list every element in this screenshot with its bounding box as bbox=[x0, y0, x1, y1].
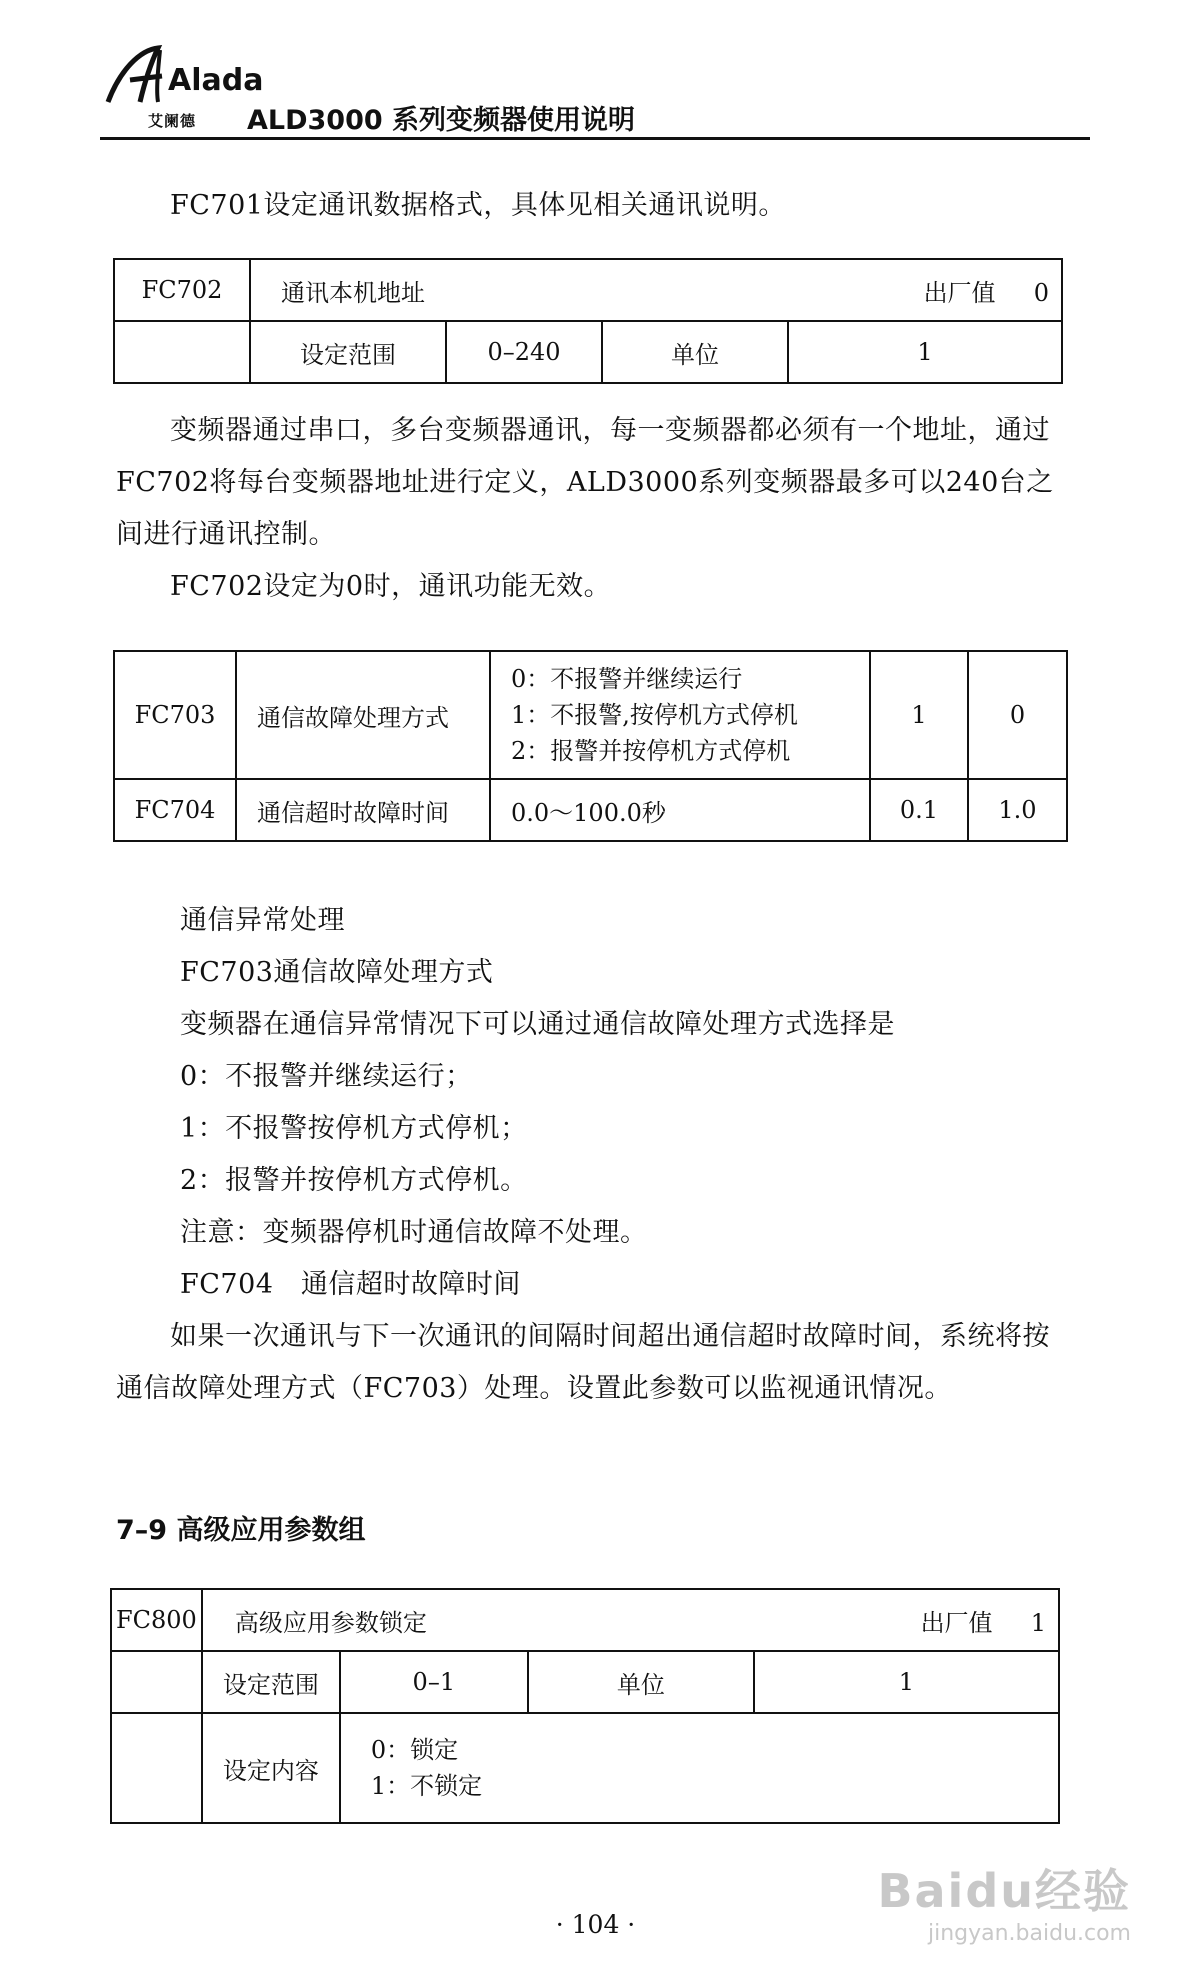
param-options bbox=[490, 651, 870, 779]
param-name: 通信故障处理方式 bbox=[236, 651, 490, 779]
param-name: 通信超时故障时间 bbox=[236, 779, 490, 841]
fc702-table bbox=[113, 258, 1063, 384]
logo-subtitle: 艾阑德 bbox=[148, 112, 197, 130]
content-label: 设定内容 bbox=[202, 1713, 340, 1823]
section-title: 7–9 高级应用参数组 bbox=[116, 1515, 366, 1546]
table-row bbox=[111, 1713, 1059, 1823]
option-line: 0：锁定 bbox=[370, 1736, 459, 1764]
unit-label: 单位 bbox=[602, 321, 788, 383]
unit-value: 1 bbox=[754, 1651, 1059, 1713]
table-row bbox=[114, 651, 1067, 779]
param-code: FC703 bbox=[114, 651, 236, 779]
unit-value: 1 bbox=[788, 321, 1062, 383]
table-row bbox=[111, 1651, 1059, 1713]
document-title: ALD3000 系列变频器使用说明 bbox=[247, 105, 636, 136]
param-options: 0.0～100.0秒 bbox=[490, 779, 870, 841]
default-value-group bbox=[921, 1603, 1046, 1638]
watermark-sub: jingyan.baidu.com bbox=[927, 1921, 1131, 1946]
default-value: 1 bbox=[1030, 1608, 1046, 1637]
default-value-group bbox=[924, 273, 1049, 308]
explanation-block bbox=[180, 895, 1080, 1311]
explanation-line: 注意：变频器停机时通信故障不处理。 bbox=[180, 1217, 648, 1248]
default-value: 0 bbox=[1033, 278, 1049, 307]
default-label: 出厂值 bbox=[923, 278, 996, 307]
unit-label: 单位 bbox=[528, 1651, 754, 1713]
table-row bbox=[114, 779, 1067, 841]
empty-cell bbox=[114, 321, 250, 383]
range-value: 0–1 bbox=[340, 1651, 528, 1713]
param-name: 高级应用参数锁定 bbox=[234, 1608, 427, 1637]
explanation-line: FC704 通信超时故障时间 bbox=[180, 1269, 521, 1300]
default-value: 1.0 bbox=[968, 779, 1067, 841]
empty-cell bbox=[111, 1713, 202, 1823]
unit-value: 0.1 bbox=[870, 779, 968, 841]
option-line: 1：不报警,按停机方式停机 bbox=[511, 701, 798, 729]
range-label: 设定范围 bbox=[250, 321, 446, 383]
explanation-line: 2：报警并按停机方式停机。 bbox=[180, 1165, 528, 1196]
fc704-paragraph: 如果一次通讯与下一次通讯的间隔时间超出通信超时故障时间，系统将按通信故障处理方式（FC703）处理。设置此参数可以监视通讯情况。 bbox=[116, 1321, 1050, 1404]
empty-cell bbox=[111, 1651, 202, 1713]
param-code: FC800 bbox=[111, 1589, 202, 1651]
param-code: FC702 bbox=[114, 259, 250, 321]
explanation-line: 0：不报警并继续运行； bbox=[180, 1061, 473, 1092]
fc702-note: FC702设定为0时，通讯功能无效。 bbox=[170, 571, 612, 602]
param-name-cell bbox=[202, 1589, 1059, 1651]
fc703-fc704-table bbox=[113, 650, 1068, 842]
option-line: 1：不锁定 bbox=[370, 1772, 483, 1800]
unit-value: 1 bbox=[870, 651, 968, 779]
range-value: 0–240 bbox=[446, 321, 602, 383]
watermark-main: Baidu经验 bbox=[877, 1864, 1131, 1918]
explanation-line: 1：不报警按停机方式停机； bbox=[180, 1113, 528, 1144]
content-options bbox=[340, 1713, 1059, 1823]
range-label: 设定范围 bbox=[202, 1651, 340, 1713]
param-code: FC704 bbox=[114, 779, 236, 841]
option-line: 0：不报警并继续运行 bbox=[511, 665, 743, 693]
fc702-paragraph: 变频器通过串口，多台变频器通讯，每一变频器都必须有一个地址，通过FC702将每台变频器地址进行定义，ALD3000系列变频器最多可以240台之间进行通讯控制。 bbox=[116, 415, 1054, 550]
header-rule bbox=[100, 137, 1090, 140]
default-label: 出厂值 bbox=[920, 1608, 993, 1637]
param-name-cell bbox=[250, 259, 1062, 321]
baidu-watermark bbox=[877, 1855, 1131, 1946]
explanation-line: 变频器在通信异常情况下可以通过通信故障处理方式选择是 bbox=[180, 1009, 895, 1040]
default-value: 0 bbox=[968, 651, 1067, 779]
logo-text: Alada bbox=[168, 63, 264, 98]
option-line: 2：报警并按停机方式停机 bbox=[511, 737, 791, 765]
table-row bbox=[114, 321, 1062, 383]
explanation-line: FC703通信故障处理方式 bbox=[180, 957, 494, 988]
page-number: · 104 · bbox=[555, 1910, 636, 1939]
page-header bbox=[100, 40, 1090, 140]
fc800-table bbox=[110, 1588, 1060, 1824]
intro-paragraph: FC701设定通讯数据格式，具体见相关通讯说明。 bbox=[170, 190, 786, 221]
table-row bbox=[114, 259, 1062, 321]
explanation-line: 通信异常处理 bbox=[180, 905, 345, 936]
param-name: 通讯本机地址 bbox=[281, 278, 425, 307]
table-row bbox=[111, 1589, 1059, 1651]
